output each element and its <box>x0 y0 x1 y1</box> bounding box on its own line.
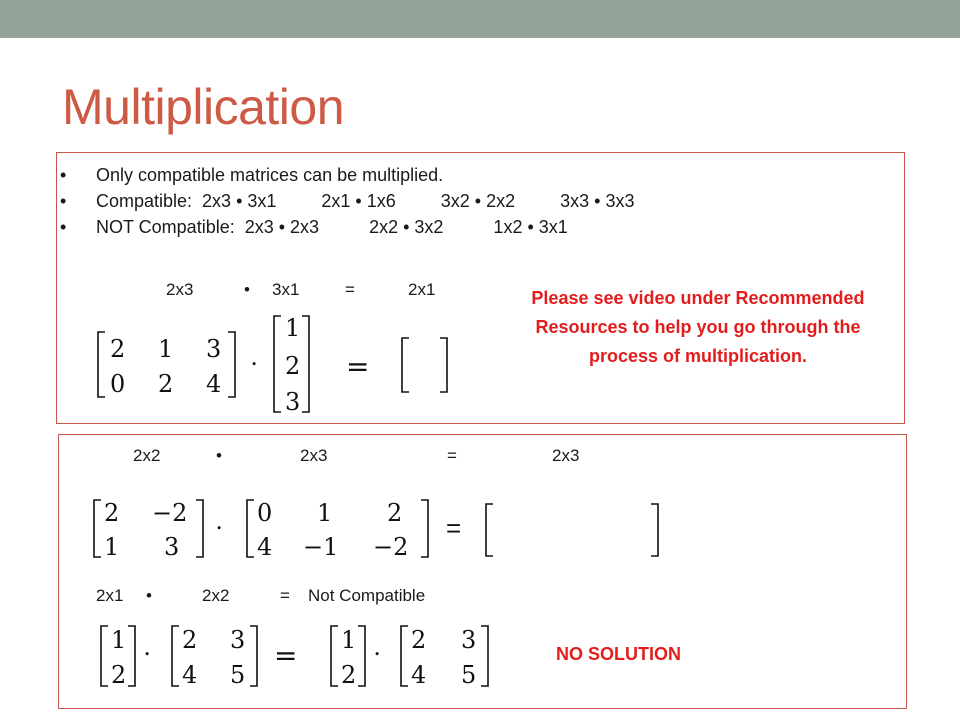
bracket <box>101 626 108 686</box>
equals-sign: = <box>346 350 370 383</box>
vector-entry: 2 <box>341 661 357 689</box>
matrix-entry: 3 <box>461 626 477 654</box>
ex3-equals: = <box>280 586 290 605</box>
ex2-equals: = <box>447 446 457 465</box>
matrix-entry: 3 <box>164 533 180 561</box>
bracket <box>358 626 365 686</box>
slide-title: Multiplication <box>62 79 345 135</box>
bracket <box>94 500 101 557</box>
vector-entry: 1 <box>341 626 357 654</box>
matrix-entry: 2 <box>387 499 403 527</box>
bullet-item: • Only compatible matrices can be multiplied. <box>60 165 444 185</box>
bracket <box>486 504 493 556</box>
matrix-entry: 5 <box>461 661 477 689</box>
matrix-entry: 3 <box>230 626 246 654</box>
matrix-entry: 4 <box>182 661 198 689</box>
ex2-dim-a: 2x2 <box>133 446 161 465</box>
ex2-dim-b: 2x3 <box>300 446 328 465</box>
matrix-entry: −2 <box>152 499 188 527</box>
multiply-operator: ⋅ <box>250 350 259 378</box>
vector-entry: 2 <box>285 352 301 380</box>
bracket <box>331 626 338 686</box>
matrix-entry: 2 <box>411 626 427 654</box>
bracket <box>128 626 135 686</box>
ex2-dot: • <box>216 446 222 465</box>
equals-sign: = <box>274 639 298 672</box>
matrix-entry: 3 <box>206 335 222 363</box>
matrix-entry: 2 <box>182 626 198 654</box>
vector-entry: 1 <box>111 626 127 654</box>
bracket <box>250 626 257 686</box>
matrix-entry: −1 <box>303 533 339 561</box>
vector-entry: 1 <box>285 314 301 342</box>
matrix-entry: 4 <box>411 661 427 689</box>
matrix-entry: 1 <box>158 335 174 363</box>
ex1-dim-result: 2x1 <box>408 280 436 299</box>
bracket <box>274 316 281 412</box>
vector-entry: 2 <box>111 661 127 689</box>
bracket <box>481 626 488 686</box>
ex1-dot: • <box>244 280 250 299</box>
ex1-dim-b: 3x1 <box>272 280 300 299</box>
bracket <box>172 626 179 686</box>
ex3-dim-b: 2x2 <box>202 586 230 605</box>
multiply-operator: ⋅ <box>143 640 152 668</box>
bracket <box>421 500 428 557</box>
equals-sign: = <box>446 513 462 543</box>
matrix-entry: 2 <box>110 335 126 363</box>
matrix-entry: 4 <box>206 370 222 398</box>
ex1-dim-a: 2x3 <box>166 280 194 299</box>
bullet-item: • Compatible: 2x3 • 3x1 2x1 • 1x6 3x2 • 2x2 3x3 • 3x3 <box>60 191 635 211</box>
matrix-entry: −2 <box>373 533 409 561</box>
ex2-dim-result: 2x3 <box>552 446 580 465</box>
matrix-entry: 4 <box>257 533 273 561</box>
bracket <box>651 504 658 556</box>
no-solution-label: NO SOLUTION <box>556 644 681 664</box>
bracket <box>228 332 235 397</box>
matrix-entry: 1 <box>104 533 120 561</box>
ex1-equals: = <box>345 280 355 299</box>
matrix-entry: 5 <box>230 661 246 689</box>
ex3-result: Not Compatible <box>308 586 426 605</box>
bracket <box>98 332 105 397</box>
matrix-entry: 0 <box>110 370 126 398</box>
ex3-dot: • <box>146 586 152 605</box>
video-note: Please see video under Recommended Resources to help you go through the process of multiplication. <box>531 288 865 366</box>
bracket <box>196 500 203 557</box>
matrix-entry: 0 <box>257 499 273 527</box>
ex3-dim-a: 2x1 <box>96 586 124 605</box>
multiply-operator: ⋅ <box>215 514 224 542</box>
vector-entry: 3 <box>285 388 301 416</box>
matrix-entry: 2 <box>158 370 174 398</box>
bracket <box>402 338 409 392</box>
bullet-item: • NOT Compatible: 2x3 • 2x3 2x2 • 3x2 1x2 • 3x1 <box>60 217 568 237</box>
bracket <box>401 626 408 686</box>
matrix-entry: 1 <box>317 499 333 527</box>
bracket <box>247 500 254 557</box>
matrix-entry: 2 <box>104 499 120 527</box>
multiply-operator: ⋅ <box>373 640 382 668</box>
bracket <box>302 316 309 412</box>
bracket <box>440 338 447 392</box>
